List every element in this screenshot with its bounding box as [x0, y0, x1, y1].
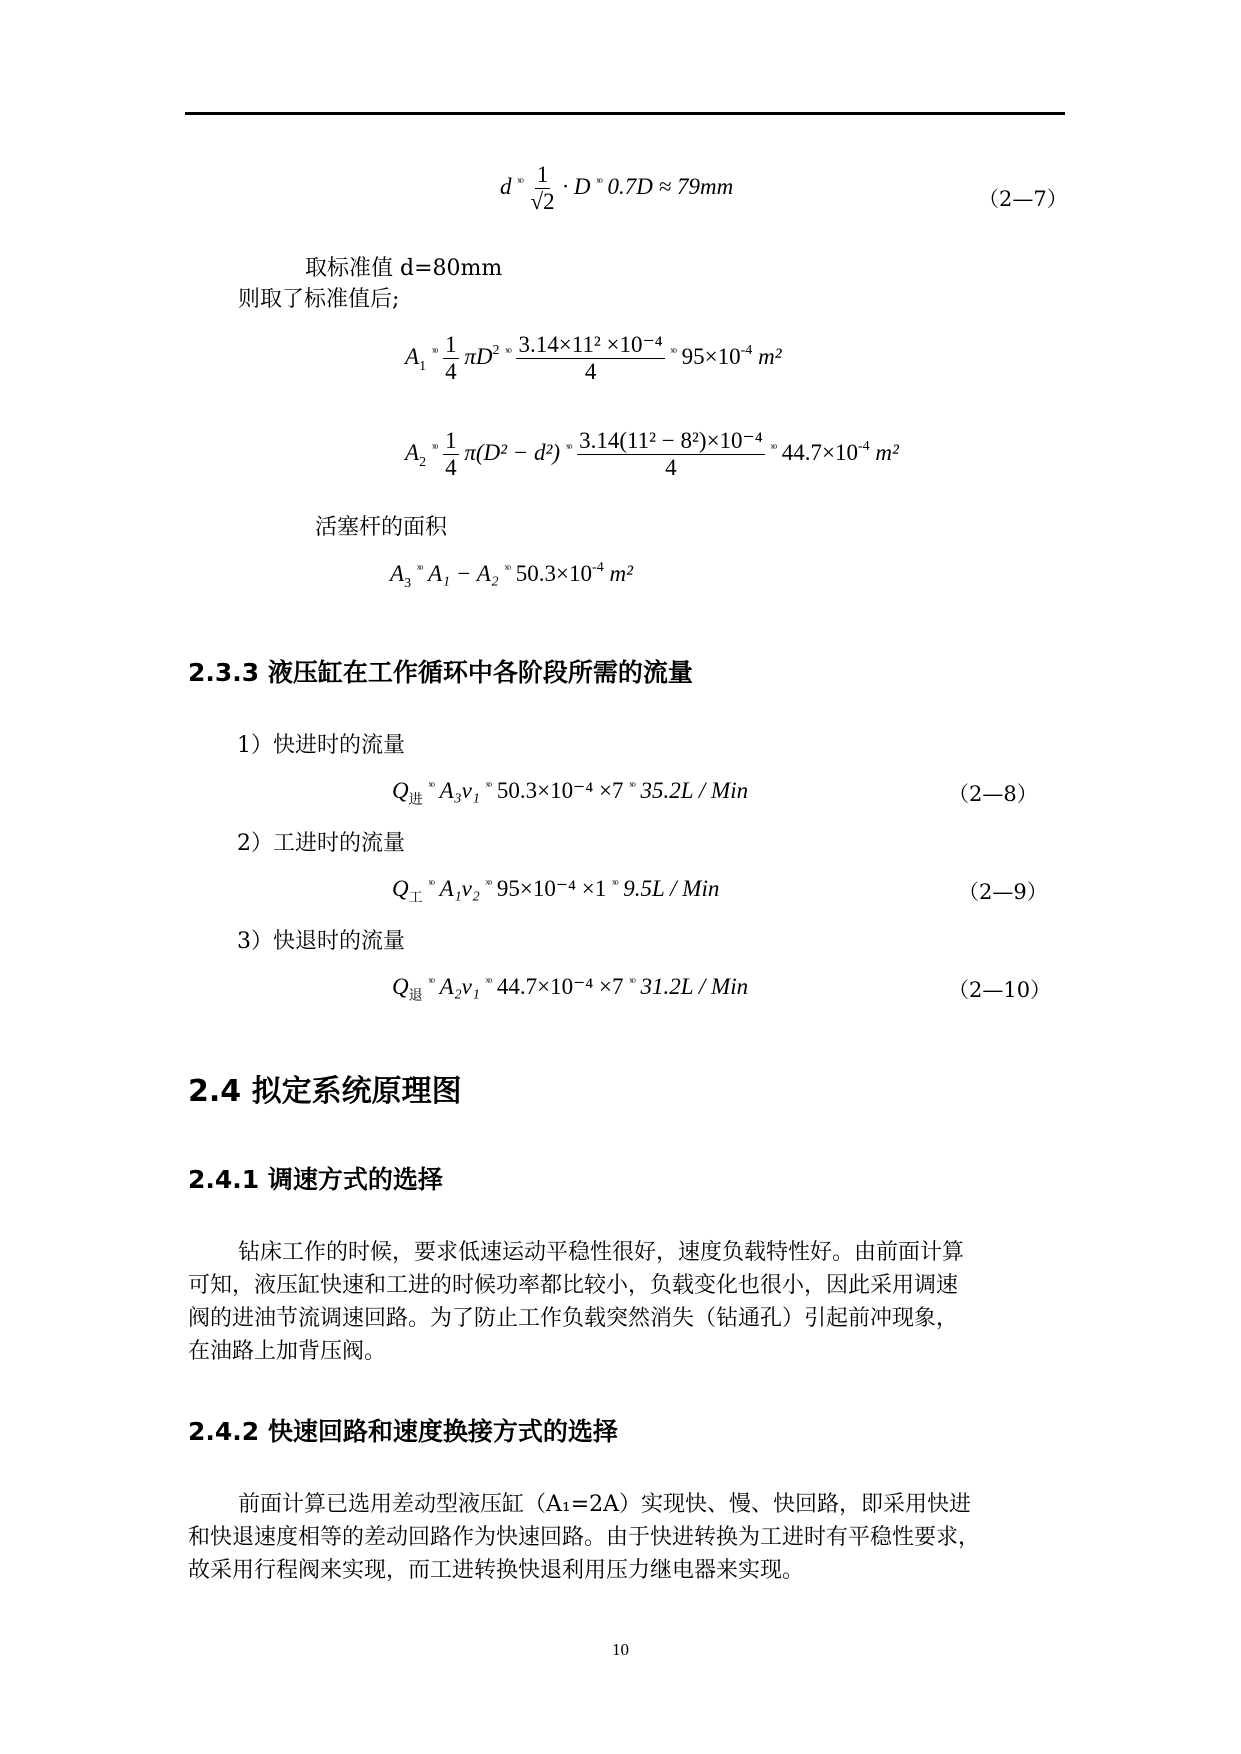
- eqno-2-7: （2—7）: [978, 187, 1068, 211]
- equation-d: [500, 162, 733, 215]
- eq-a1-mid-sup: 2: [492, 342, 500, 358]
- eq-a2-den2: 4: [665, 455, 677, 480]
- eq-d-denominator: √2: [530, 189, 555, 214]
- equals-glyph: ˣᵒ: [431, 439, 438, 455]
- eq-a1-unit: m²: [758, 343, 782, 369]
- eq-d-numerator: 1: [536, 162, 549, 187]
- text-after-standard: 则取了标准值后;: [238, 287, 400, 312]
- paragraph-line: 钻床工作的时候，要求低速运动平稳性很好，速度负载特性好。由前面计算: [238, 1240, 965, 1265]
- text-standard-d: 取标准值 d=80mm: [305, 256, 503, 281]
- eq-a3-unit: m²: [609, 561, 633, 586]
- flow-label-3: 3）快退时的流量: [237, 929, 405, 954]
- paragraph-line: 故采用行程阀来实现，而工进转换快退利用压力继电器来实现。: [188, 1558, 805, 1583]
- flow-label-2: 2）工进时的流量: [237, 831, 405, 856]
- page-number: 10: [612, 1640, 629, 1659]
- paragraph-line: 可知，液压缸快速和工进的时候功率都比较小，负载变化也很小，因此采用调速: [188, 1273, 959, 1298]
- eqno-2-10: （2—10）: [948, 978, 1052, 1002]
- eq-a1-num2: 3.14×11² ×10⁻⁴: [518, 332, 663, 357]
- heading-2-4-2: 2.4.2 快速回路和速度换接方式的选择: [188, 1417, 618, 1446]
- eq-a2-unit: m²: [875, 439, 899, 465]
- heading-2-4-1: 2.4.1 调速方式的选择: [188, 1165, 443, 1194]
- eq-a1-den2: 4: [584, 359, 597, 384]
- eq-a3-lhs: A: [390, 561, 405, 586]
- equals-glyph: ˣᵒ: [629, 974, 635, 989]
- equals-glyph: ˣᵒ: [416, 561, 423, 576]
- eq-d-lhs: d: [500, 173, 512, 199]
- eq-a3-rhs: 50.3×10: [515, 561, 593, 586]
- equation-a2: [405, 428, 899, 481]
- eq-d-rhs: 0.7D ≈ 79mm: [607, 173, 734, 199]
- equals-glyph: ˣᵒ: [431, 343, 438, 359]
- eq-a2-lhs: A: [405, 439, 420, 465]
- eq-a2-fraction-2: [577, 428, 765, 481]
- flow-result-2: 9.5L / Min: [623, 876, 720, 901]
- eq-a2-rhs-sup: -4: [857, 438, 870, 454]
- eq-a1-fraction-2: [516, 332, 664, 385]
- flow-label-1: 1）快进时的流量: [237, 733, 405, 758]
- flow-calc-1: 50.3×10⁻⁴ ×7: [496, 778, 624, 803]
- eq-a2-num1: 1: [445, 428, 457, 453]
- flow-equation-2: [392, 876, 719, 907]
- eq-a1-mid: πD: [464, 343, 493, 369]
- flow-result-3: 31.2L / Min: [640, 974, 749, 999]
- eq-d-fraction: [529, 162, 557, 215]
- header-rule: [185, 112, 1065, 115]
- equals-glyph: ˣᵒ: [428, 974, 434, 989]
- eq-a2-den1: 4: [445, 455, 457, 480]
- flow-q-sub-2: 工: [408, 891, 423, 906]
- eq-a2-num2: 3.14(11² − 8²)×10⁻⁴: [579, 428, 763, 453]
- equals-glyph: ˣᵒ: [770, 439, 776, 455]
- paragraph-2-4-1: [188, 1236, 1058, 1368]
- flow-calc-3: 44.7×10⁻⁴ ×7: [496, 974, 624, 999]
- paragraph-2-4-2: [188, 1488, 1058, 1587]
- equals-glyph: ˣᵒ: [504, 561, 511, 576]
- equals-glyph: ˣᵒ: [517, 173, 523, 189]
- equals-glyph: ˣᵒ: [629, 778, 635, 793]
- flow-equation-3: [392, 974, 748, 1005]
- flow-expr-3: A₂v₁: [439, 974, 480, 999]
- flow-q-symbol: Q: [392, 974, 409, 999]
- eq-a3-mid: A₁ − A₂: [428, 561, 499, 586]
- equals-glyph: ˣᵒ: [485, 876, 492, 891]
- flow-result-1: 35.2L / Min: [640, 778, 749, 803]
- eq-d-mid: · D: [562, 173, 591, 199]
- text-piston-area: 活塞杆的面积: [315, 515, 448, 540]
- eq-a1-lhs-sub: 1: [419, 358, 427, 374]
- equals-glyph: ˣᵒ: [485, 778, 492, 793]
- heading-2-4: 2.4 拟定系统原理图: [188, 1074, 462, 1109]
- heading-2-3-3: 2.3.3 液压缸在工作循环中各阶段所需的流量: [188, 658, 693, 687]
- equals-glyph: ˣᵒ: [670, 343, 676, 359]
- flow-q-symbol: Q: [392, 876, 409, 901]
- equals-glyph: ˣᵒ: [485, 974, 492, 989]
- flow-expr-2: A₁v₂: [439, 876, 480, 901]
- eq-a1-num1: 1: [445, 332, 457, 357]
- flow-q-sub-1: 进: [408, 793, 423, 808]
- eq-a1-lhs: A: [405, 343, 420, 369]
- equals-glyph: ˣᵒ: [565, 439, 572, 455]
- flow-q-symbol: Q: [392, 778, 409, 803]
- eq-a2-mid: π(D² − d²): [464, 439, 561, 465]
- eq-a1-rhs-sup: -4: [740, 342, 753, 358]
- equals-glyph: ˣᵒ: [596, 173, 602, 189]
- eq-a1-rhs: 95×10: [681, 343, 741, 369]
- equation-a1: [405, 332, 782, 385]
- equals-glyph: ˣᵒ: [505, 343, 511, 359]
- equals-glyph: ˣᵒ: [612, 876, 618, 891]
- paragraph-line: 在油路上加背压阀。: [188, 1339, 387, 1364]
- flow-q-sub-3: 退: [408, 989, 423, 1004]
- eq-a3-rhs-sup: -4: [592, 560, 604, 575]
- flow-expr-1: A₃v₁: [439, 778, 480, 803]
- eq-a2-fraction-1: [443, 428, 459, 481]
- equation-a3: [390, 560, 633, 592]
- flow-calc-2: 95×10⁻⁴ ×1: [496, 876, 607, 901]
- eqno-2-8: （2—8）: [948, 782, 1038, 806]
- equals-glyph: ˣᵒ: [428, 778, 434, 793]
- eq-a1-fraction-1: [443, 332, 459, 385]
- paragraph-line: 前面计算已选用差动型液压缸（A₁=2A）实现快、慢、快回路，即采用快进: [238, 1492, 972, 1517]
- paragraph-line: 阀的进油节流调速回路。为了防止工作负载突然消失（钻通孔）引起前冲现象，: [188, 1306, 959, 1331]
- equals-glyph: ˣᵒ: [428, 876, 434, 891]
- eq-a2-lhs-sub: 2: [419, 454, 427, 470]
- paragraph-line: 和快退速度相等的差动回路作为快速回路。由于快进转换为工进时有平稳性要求，: [188, 1525, 981, 1550]
- eq-a3-lhs-sub: 3: [404, 576, 412, 591]
- eq-a2-rhs: 44.7×10: [781, 439, 858, 465]
- flow-equation-1: [392, 778, 748, 809]
- eq-a1-den1: 4: [445, 359, 457, 384]
- eqno-2-9: （2—9）: [958, 880, 1048, 904]
